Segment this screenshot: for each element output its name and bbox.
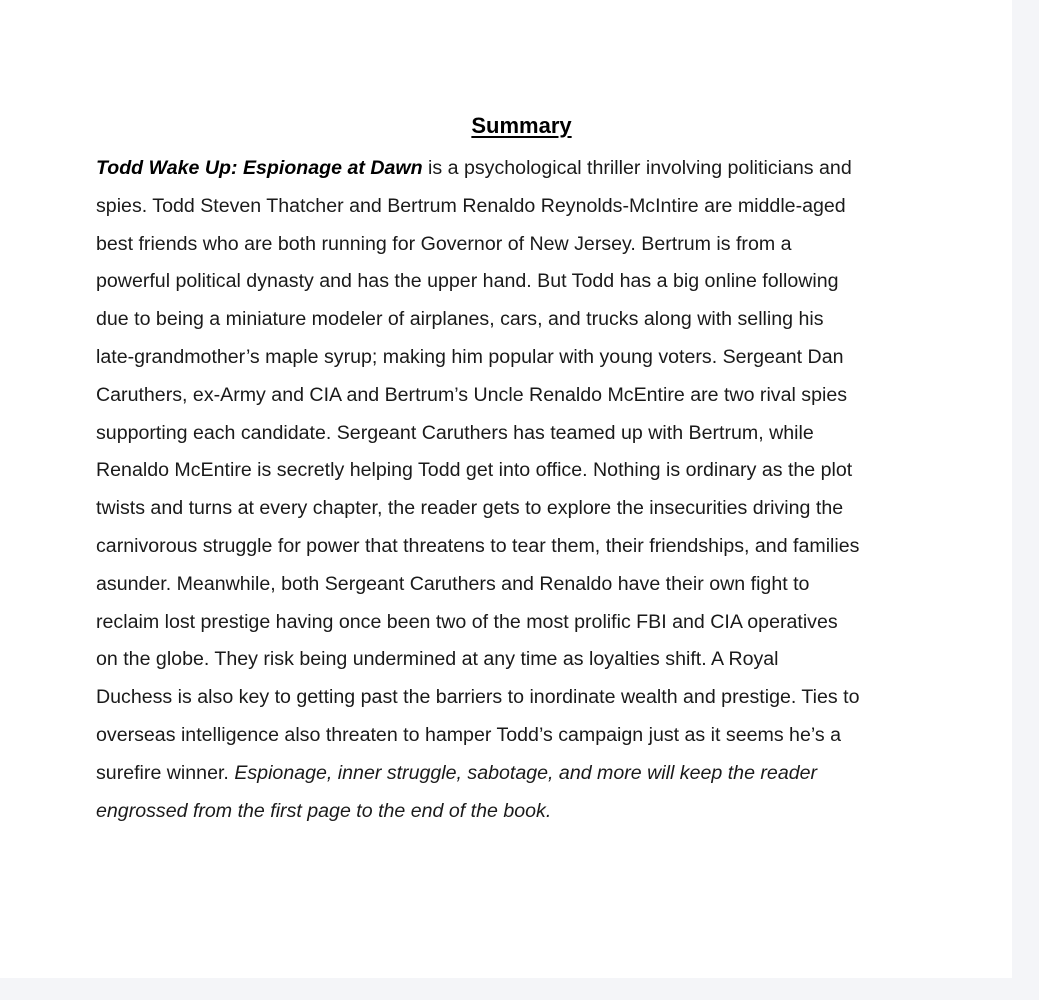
text-line: on the globe. They risk being undermined at any time as loyalties shift. A Royal bbox=[96, 648, 779, 671]
text-line: Duchess is also key to getting past the barriers to inordinate wealth and prestige. Ties to bbox=[96, 686, 860, 709]
closing-sentence: Espionage, inner struggle, sabotage, and more will keep the reader bbox=[234, 761, 818, 784]
text-line: asunder. Meanwhile, both Sergeant Caruthers and Renaldo have their own fight to bbox=[96, 572, 810, 595]
text-line: twists and turns at every chapter, the reader gets to explore the insecurities driving the bbox=[96, 497, 844, 520]
text-line: powerful political dynasty and has the upper hand. But Todd has a big online following bbox=[96, 270, 839, 293]
book-title: Todd Wake Up: Espionage at Dawn bbox=[96, 157, 423, 179]
summary-heading: Summary bbox=[471, 113, 572, 138]
text-line: engrossed from the first page to the end of the book. bbox=[96, 799, 552, 822]
text-line: supporting each candidate. Sergeant Caruthers has teamed up with Bertrum, while bbox=[96, 421, 814, 444]
text-line: Renaldo McEntire is secretly helping Todd get into office. Nothing is ordinary as the plot bbox=[96, 459, 853, 482]
text-line: due to being a miniature modeler of airplanes, cars, and trucks along with selling his bbox=[96, 308, 824, 331]
text-line: best friends who are both running for Governor of New Jersey. Bertrum is from a bbox=[96, 232, 792, 255]
text-line: Caruthers, ex-Army and CIA and Bertrum’s Uncle Renaldo McEntire are two rival spies bbox=[96, 383, 848, 406]
text-line: Todd Wake Up: Espionage at Dawn is a psychological thriller involving politicians and bbox=[96, 157, 852, 179]
text-line: surefire winner. Espionage, inner struggle, sabotage, and more will keep the reader bbox=[96, 761, 818, 784]
summary-paragraph bbox=[96, 150, 966, 830]
text-line: late-grandmother’s maple syrup; making him popular with young voters. Sergeant Dan bbox=[96, 345, 844, 368]
text-line: overseas intelligence also threaten to hamper Todd’s campaign just as it seems he’s a bbox=[96, 723, 841, 746]
text-line: reclaim lost prestige having once been two of the most prolific FBI and CIA operatives bbox=[96, 610, 838, 633]
text-line: spies. Todd Steven Thatcher and Bertrum Renaldo Reynolds-McIntire are middle-aged bbox=[96, 194, 846, 217]
text-line: carnivorous struggle for power that threatens to tear them, their friendships, and families bbox=[96, 534, 860, 557]
